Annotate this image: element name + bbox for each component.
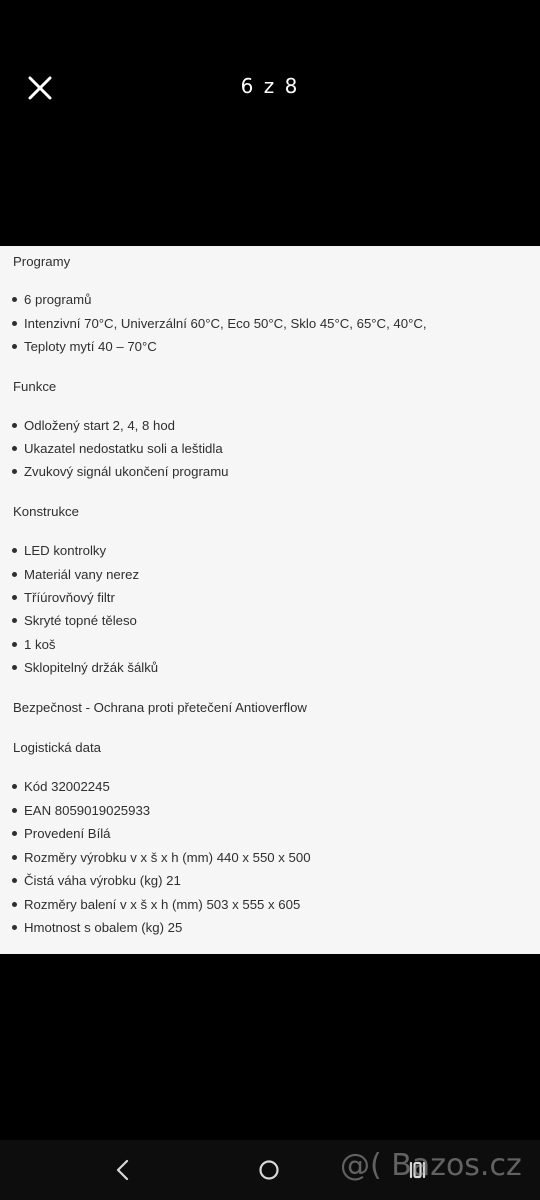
list-item: Zvukový signál ukončení programu	[12, 464, 229, 480]
bullet-icon	[12, 618, 17, 623]
list-item: Odložený start 2, 4, 8 hod	[12, 418, 175, 434]
list-item: Ukazatel nedostatku soli a leštidla	[12, 441, 223, 457]
bullet-icon	[12, 855, 17, 860]
bullet-icon	[12, 642, 17, 647]
bullet-icon	[12, 902, 17, 907]
section-title-logisticka-data: Logistická data	[13, 740, 101, 755]
list-item: Skryté topné těleso	[12, 613, 137, 629]
bullet-icon	[12, 831, 17, 836]
bullet-icon	[12, 925, 17, 930]
bullet-icon	[12, 446, 17, 451]
bullet-icon	[12, 423, 17, 428]
bullet-icon	[12, 665, 17, 670]
list-item: Tříúrovňový filtr	[12, 590, 115, 606]
list-item: Teploty mytí 40 – 70°C	[12, 339, 157, 355]
back-icon	[112, 1158, 134, 1182]
list-item: Intenzivní 70°C, Univerzální 60°C, Eco 50°C, Sklo 45°C, 65°C, 40°C,	[12, 316, 427, 332]
bullet-icon	[12, 297, 17, 302]
list-item: 6 programů	[12, 292, 91, 308]
bullet-icon	[12, 321, 17, 326]
list-item: Kód 32002245	[12, 779, 110, 795]
watermark: @( Bazos.cz	[340, 1148, 522, 1183]
list-item: Hmotnost s obalem (kg) 25	[12, 920, 182, 936]
list-item: Rozměry balení v x š x h (mm) 503 x 555 x 605	[12, 897, 300, 913]
list-item: Čistá váha výrobku (kg) 21	[12, 873, 181, 889]
bullet-icon	[12, 572, 17, 577]
list-item: Materiál vany nerez	[12, 567, 139, 583]
section-title-konstrukce: Konstrukce	[13, 504, 79, 519]
section-title-bezpecnost: Bezpečnost - Ochrana proti přetečení Antioverflow	[13, 700, 307, 715]
list-item: Sklopitelný držák šálků	[12, 660, 158, 676]
list-item: Rozměry výrobku v x š x h (mm) 440 x 550 x 500	[12, 850, 311, 866]
list-item: 1 koš	[12, 637, 56, 653]
viewer-top-bar	[0, 0, 540, 246]
bullet-icon	[12, 878, 17, 883]
back-button[interactable]	[112, 1158, 134, 1182]
home-button[interactable]	[258, 1159, 280, 1181]
bullet-icon	[12, 469, 17, 474]
bullet-icon	[12, 808, 17, 813]
document-image	[0, 246, 540, 954]
list-item: EAN 8059019025933	[12, 803, 150, 819]
list-item: LED kontrolky	[12, 543, 106, 559]
home-icon	[258, 1159, 280, 1181]
section-title-funkce: Funkce	[13, 379, 57, 394]
image-counter: 6 z 8	[240, 74, 300, 98]
bullet-icon	[12, 548, 17, 553]
section-title-programy: Programy	[13, 254, 71, 269]
list-item: Provedení Bílá	[12, 826, 111, 842]
bullet-icon	[12, 595, 17, 600]
bullet-icon	[12, 784, 17, 789]
bullet-icon	[12, 344, 17, 349]
